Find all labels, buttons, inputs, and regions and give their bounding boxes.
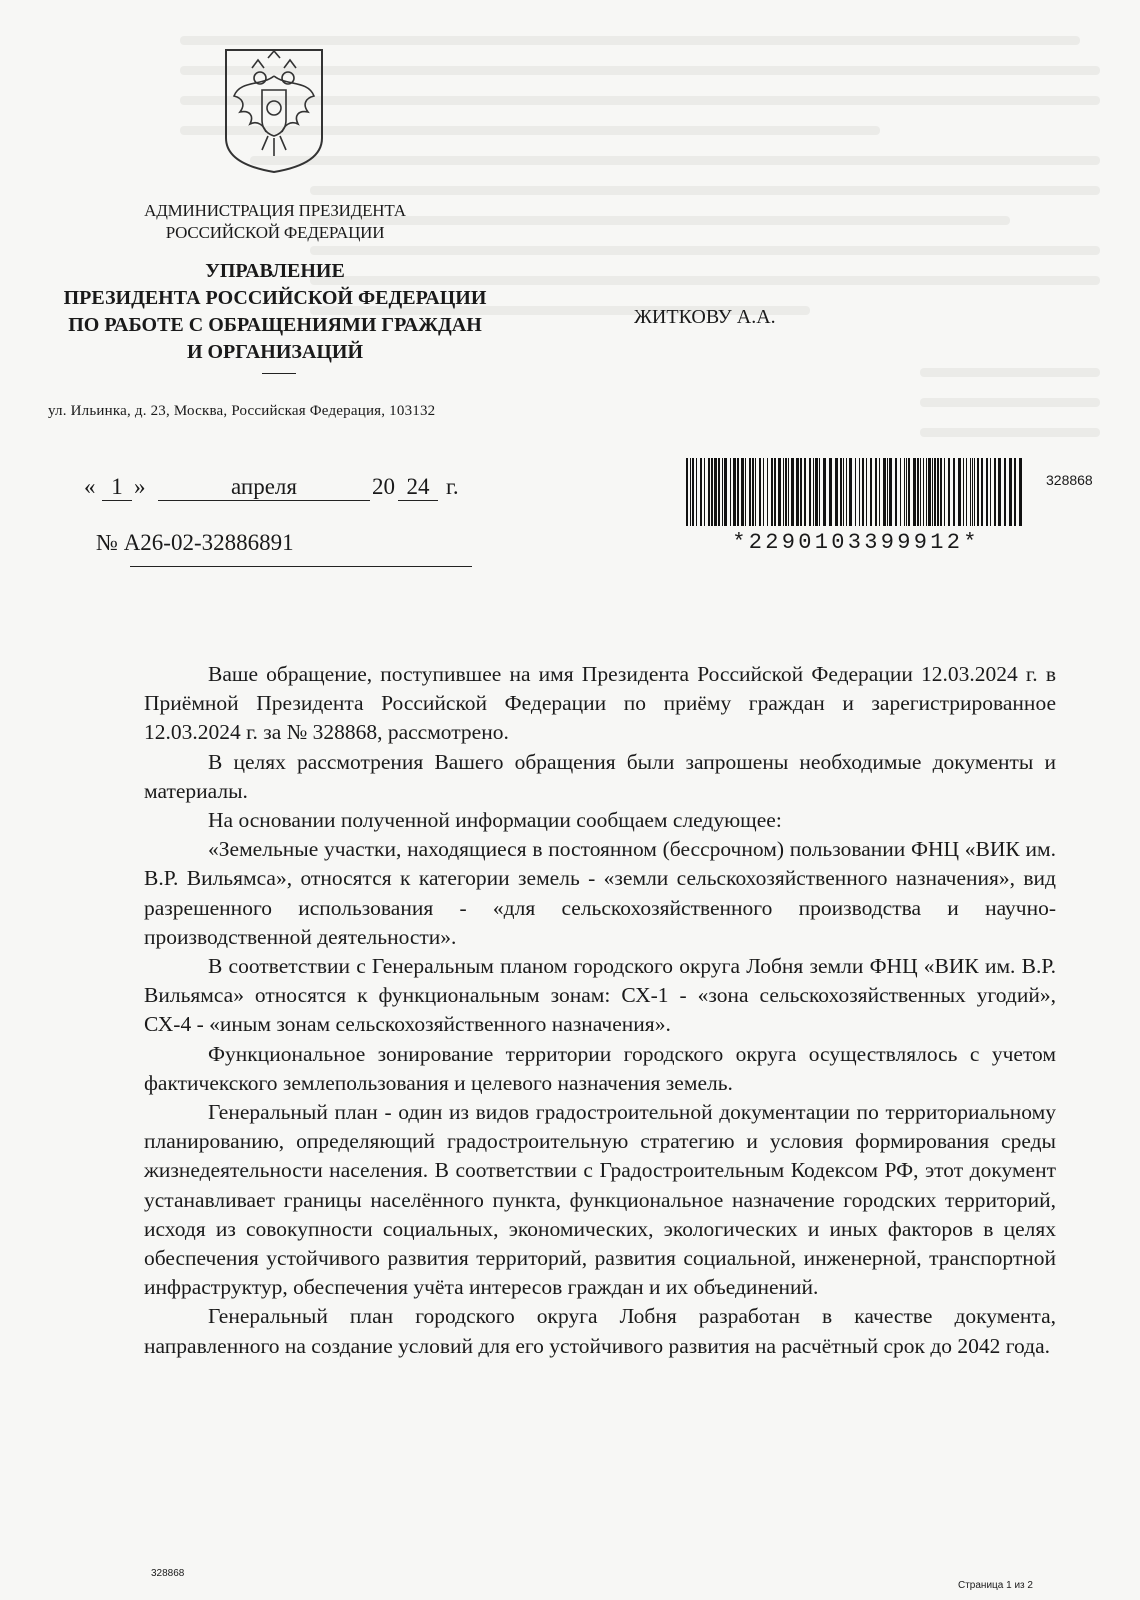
barcode-bar <box>944 458 945 526</box>
barcode-bar <box>1009 458 1012 526</box>
barcode-bar <box>908 458 910 526</box>
barcode-bar <box>785 458 787 526</box>
admin-line-1: АДМИНИСТРАЦИЯ ПРЕЗИДЕНТА <box>144 201 406 220</box>
letter-body <box>144 660 1056 1361</box>
body-paragraph-7: Генеральный план - один из видов градостроительной документации по территориальному планированию, определяющий градостроительную стратегию и условия формирования среды жизнедеятельности населения. В соответствии с Градостроительным Кодексом РФ, этот документ устанавливает границы населённого пункта, функциональное назначение городских территорий, исходя из совокупности социальных, экономических, экологических и иных факторов в целях обеспечения устойчивого развития территорий, развития социальной, инженерной, транспортной инфраструктур, обеспечения учёта интересов граждан и их объединений. <box>144 1100 1056 1300</box>
barcode-bar <box>948 458 950 526</box>
barcode-bar <box>767 458 768 526</box>
barcode-bar <box>745 458 746 526</box>
barcode-bar <box>737 458 739 526</box>
barcode-bar <box>791 458 794 526</box>
barcode-bar <box>875 458 877 526</box>
barcode-bar <box>752 458 754 526</box>
barcode-bar <box>920 458 921 526</box>
barcode-bar <box>843 458 844 526</box>
barcode-bar <box>970 458 971 526</box>
corner-number: 328868 <box>1046 472 1093 488</box>
dept-line-4: И ОРГАНИЗАЦИЙ <box>186 341 364 363</box>
barcode-bar <box>809 458 811 526</box>
barcode-bar <box>749 458 751 526</box>
barcode-bar <box>813 458 814 526</box>
body-paragraph-2: В целях рассмотрения Вашего обращения были запрошены необходимые документы и материалы. <box>144 749 1056 803</box>
barcode-bar <box>889 458 892 526</box>
barcode-bar <box>759 458 761 526</box>
body-paragraph-1: Ваше обращение, поступившее на имя Президента Российской Федерации 12.03.2024 г. в Приёмной Президента Российской Федерации по приёму граждан и зарегистрированное 12.03.2024 г. за № 328868, рассмотрено. <box>144 662 1056 745</box>
date-month: апреля <box>231 474 297 499</box>
barcode-icon <box>686 458 1026 526</box>
barcode-bar <box>714 458 717 526</box>
barcode-bar <box>804 458 806 526</box>
barcode-bar <box>917 458 919 526</box>
date-year-suffix: 24 <box>406 474 430 499</box>
barcode-bar <box>1004 458 1006 526</box>
barcode-bar <box>934 458 936 526</box>
footer-document-id: 328868 <box>151 1568 185 1579</box>
barcode-bar <box>895 458 897 526</box>
date-day-field <box>102 474 132 501</box>
barcode-bar <box>923 458 924 526</box>
barcode-bar <box>913 458 916 526</box>
barcode-bar <box>722 458 723 526</box>
barcode-bar <box>855 458 856 526</box>
barcode-bar <box>840 458 842 526</box>
barcode-bar <box>774 458 776 526</box>
barcode-bar <box>724 458 727 526</box>
date-year-unit: г. <box>446 474 459 499</box>
barcode-bar <box>771 458 773 526</box>
barcode-bar <box>870 458 872 526</box>
barcode-bar <box>692 458 694 526</box>
barcode-bar <box>823 458 826 526</box>
barcode-bar <box>708 458 710 526</box>
barcode-bar <box>937 458 939 526</box>
body-paragraph-5: В соответствии с Генеральным планом городского округа Лобня земли ФНЦ «ВИК им. В.Р. Вильямса» относятся к функциональным зонам: СХ-1 - «зона сельскохозяйственных угодий», СХ-4 - «иным зонам сельскохозяйственного назначения». <box>144 954 1056 1037</box>
barcode-bar <box>815 458 818 526</box>
coat-of-arms-icon <box>222 46 326 174</box>
body-paragraph-3: На основании полученной информации сообщаем следующее: <box>208 808 782 833</box>
barcode-bar <box>700 458 702 526</box>
department-header <box>40 258 510 366</box>
barcode-bar <box>904 458 905 526</box>
barcode-bar <box>972 458 973 526</box>
barcode-bar <box>990 458 991 526</box>
barcode-bar <box>763 458 764 526</box>
barcode-bar <box>730 458 731 526</box>
registration-number: № А26-02-32886891 <box>96 530 294 555</box>
barcode-bar <box>887 458 888 526</box>
barcode-bar <box>846 458 847 526</box>
barcode-bar <box>981 458 983 526</box>
barcode-bar <box>849 458 852 526</box>
registration-number-underline <box>130 566 472 567</box>
barcode-bar <box>783 458 784 526</box>
barcode-bar <box>879 458 880 526</box>
barcode-bar <box>940 458 942 526</box>
barcode-bar <box>866 458 867 526</box>
barcode-bar <box>928 458 931 526</box>
date-close-quote: » <box>134 474 146 499</box>
barcode-bar <box>829 458 832 526</box>
barcode-bar <box>800 458 802 526</box>
footer-page-number: Страница 1 из 2 <box>958 1580 1033 1591</box>
barcode-bar <box>741 458 744 526</box>
barcode-bar <box>796 458 799 526</box>
barcode-bar <box>788 458 789 526</box>
barcode-bar <box>696 458 697 526</box>
barcode-number: *2290103399912* <box>732 530 980 555</box>
date-month-field <box>158 474 370 501</box>
dept-line-3: ПО РАБОТЕ С ОБРАЩЕНИЯМИ ГРАЖДАН <box>68 314 482 336</box>
barcode-bar <box>835 458 838 526</box>
barcode-bar <box>1014 458 1016 526</box>
barcode-bar <box>755 458 756 526</box>
barcode-bar <box>958 458 961 526</box>
admin-line-2: РОССИЙСКОЙ ФЕДЕРАЦИИ <box>165 223 385 242</box>
barcode-bar <box>819 458 820 526</box>
barcode-bar <box>966 458 967 526</box>
dept-line-2: ПРЕЗИДЕНТА РОССИЙСКОЙ ФЕДЕРАЦИИ <box>63 287 487 309</box>
administration-header <box>40 200 510 244</box>
header-divider <box>262 373 296 374</box>
barcode-bar <box>1019 458 1022 526</box>
barcode-bar <box>994 458 996 526</box>
barcode-bar <box>704 458 705 526</box>
barcode-bar <box>859 458 860 526</box>
barcode-bar <box>953 458 955 526</box>
barcode-bar <box>778 458 781 526</box>
barcode-bar <box>718 458 720 526</box>
dept-line-1: УПРАВЛЕНИЕ <box>205 260 345 282</box>
sender-address: ул. Ильинка, д. 23, Москва, Российская Федерация, 103132 <box>48 403 436 419</box>
barcode-bar <box>906 458 907 526</box>
date-open-quote: « <box>84 474 96 499</box>
body-paragraph-6: Функциональное зонирование территории городского округа осуществлялось с учетом фактичекского землепользования и целевого назначения земель. <box>144 1041 1056 1095</box>
barcode-bar <box>974 458 975 526</box>
date-year-prefix: 20 <box>372 474 395 499</box>
barcode-bar <box>926 458 927 526</box>
barcode-bar <box>963 458 964 526</box>
barcode-bar <box>883 458 886 526</box>
date-year-field <box>398 474 438 501</box>
barcode-bar <box>986 458 988 526</box>
date-day: 1 <box>111 474 123 499</box>
barcode-bar <box>900 458 901 526</box>
barcode-bar <box>733 458 736 526</box>
barcode-bar <box>932 458 933 526</box>
barcode-bar <box>711 458 713 526</box>
body-paragraph-8: Генеральный план городского округа Лобня разработан в качестве документа, направленного на создание условий для его устойчивого развития на расчётный срок до 2042 года. <box>144 1304 1056 1358</box>
barcode-bar <box>690 458 691 526</box>
body-paragraph-4: «Земельные участки, находящиеся в постоянном (бессрочном) пользовании ФНЦ «ВИК им. В.Р. Вильямса», относятся к категории земель - «земли сельскохозяйственного назначения», вид разрешенного использования - «для сельскохозяйственного производства и научно-производственной деятельности». <box>144 837 1056 949</box>
addressee: ЖИТКОВУ А.А. <box>634 306 776 328</box>
barcode-bar <box>686 458 688 526</box>
barcode-bar <box>862 458 864 526</box>
barcode-bar <box>998 458 1001 526</box>
barcode-bar <box>977 458 979 526</box>
